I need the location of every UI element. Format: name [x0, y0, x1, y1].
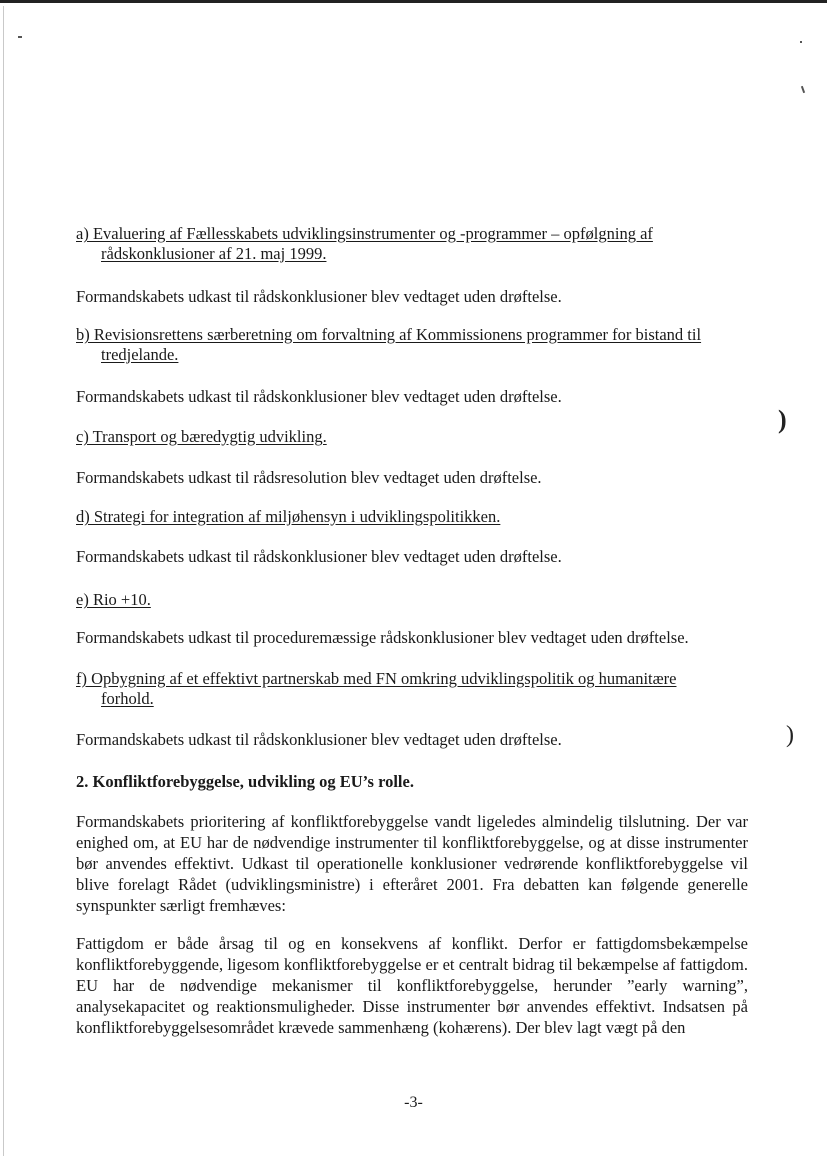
scan-speck — [800, 41, 802, 43]
agenda-item-f-line1: f) Opbygning af et effektivt partnerskab med FN omkring udviklingspolitik og humanitære — [76, 669, 677, 688]
agenda-item-b-line2: tredjelande. — [101, 345, 179, 364]
agenda-item-b — [76, 325, 756, 365]
agenda-item-e-result: Formandskabets udkast til proceduremæssige rådskonklusioner blev vedtaget uden drøftelse. — [76, 628, 689, 647]
agenda-item-a — [76, 224, 756, 264]
scan-mark-parenthesis: ) — [786, 722, 794, 748]
scan-speck — [801, 86, 805, 93]
agenda-item-f — [76, 669, 756, 709]
agenda-item-a-line1: a) Evaluering af Fællesskabets udviklingsinstrumenter og -programmer – opfølgning af — [76, 224, 653, 243]
scan-speck — [18, 36, 22, 38]
scan-mark-parenthesis: ) — [778, 405, 787, 434]
agenda-item-c-line1: c) Transport og bæredygtig udvikling. — [76, 427, 327, 446]
agenda-item-c — [76, 427, 756, 447]
agenda-item-b-result: Formandskabets udkast til rådskonklusioner blev vedtaget uden drøftelse. — [76, 387, 562, 406]
agenda-item-c-result: Formandskabets udkast til rådsresolution blev vedtaget uden drøftelse. — [76, 468, 542, 487]
agenda-item-e — [76, 590, 756, 610]
agenda-item-b-line1: b) Revisionsrettens særberetning om forvaltning af Kommissionens programmer for bistand til — [76, 325, 702, 344]
section-2-heading: 2. Konfliktforebyggelse, udvikling og EU’s rolle. — [76, 772, 414, 791]
scan-top-border — [0, 0, 827, 3]
agenda-item-f-result: Formandskabets udkast til rådskonklusioner blev vedtaget uden drøftelse. — [76, 730, 562, 749]
agenda-item-a-result: Formandskabets udkast til rådskonklusioner blev vedtaget uden drøftelse. — [76, 287, 562, 306]
agenda-item-a-line2: rådskonklusioner af 21. maj 1999. — [101, 244, 327, 263]
section-2-paragraph-2: Fattigdom er både årsag til og en konsekvens af konflikt. Derfor er fattigdomsbekæmpelse konfliktforebyggende, ligesom konfliktforebyggelse er et centralt bidrag til bekæmpelse af fattigdom. EU har de nødvendige mekanismer til konfliktforebyggelse, herunder ”early warning”, analysekapacitet og reaktionsmuligheder. Disse instrumenter bør anvendes effektivt. Indsatsen på konfliktforebyggelsesområdet krævede sammenhæng (kohærens). Der blev lagt vægt på den — [76, 934, 748, 1037]
scan-left-edge — [3, 6, 4, 1156]
section-2-paragraph-1: Formandskabets prioritering af konfliktforebyggelse vandt ligeledes almindelig tilslutning. Der var enighed om, at EU har de nødvendige instrumenter til konfliktforebyggelse, og at disse instrumenter bør anvendes effektivt. Udkast til operationelle konklusioner vedrørende konfliktforebyggelse vil blive forelagt Rådet (udviklingsministre) i efteråret 2001. Fra debatten kan følgende generelle synspunkter særligt fremhæves: — [76, 812, 748, 915]
agenda-item-d-result: Formandskabets udkast til rådskonklusioner blev vedtaget uden drøftelse. — [76, 547, 562, 566]
agenda-item-d-line1: d) Strategi for integration af miljøhensyn i udviklingspolitikken. — [76, 507, 501, 526]
page-number: -3- — [404, 1094, 423, 1111]
agenda-item-f-line2: forhold. — [101, 689, 154, 708]
agenda-item-d — [76, 507, 756, 527]
agenda-item-e-line1: e) Rio +10. — [76, 590, 151, 609]
